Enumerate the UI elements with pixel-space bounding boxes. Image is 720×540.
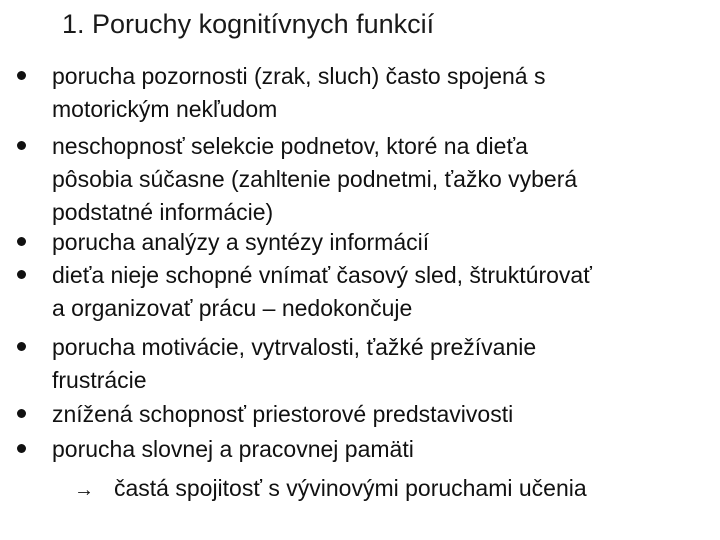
bullet-line: porucha slovnej a pracovnej pamäti (52, 436, 414, 462)
bullet-dot-icon (17, 141, 26, 150)
conclusion-text: častá spojitosť s vývinovými poruchami učenia (114, 475, 587, 501)
bullet-dot-icon (17, 444, 26, 453)
bullet-dot-icon (17, 71, 26, 80)
bullet-line: porucha motivácie, vytrvalosti, ťažké prežívanie (52, 334, 537, 360)
slide-title: 1. Poruchy kognitívnych funkcií (62, 9, 435, 39)
bullet-line: motorickým nekľudom (52, 96, 278, 122)
bullet-dot-icon (17, 237, 26, 246)
bullet-line: frustrácie (52, 367, 147, 393)
bullet-line: pôsobia súčasne (zahltenie podnetmi, ťažko vyberá (52, 166, 578, 192)
bullet-line: porucha analýzy a syntézy informácií (52, 229, 430, 255)
bullet-line: podstatné informácie) (52, 199, 274, 225)
bullet-dot-icon (17, 342, 26, 351)
bullet-dot-icon (17, 409, 26, 418)
bullet-line: neschopnosť selekcie podnetov, ktoré na dieťa (52, 133, 528, 159)
right-arrow-icon: → (74, 479, 94, 501)
bullet-line: dieťa nieje schopné vnímať časový sled, štruktúrovať (52, 262, 592, 288)
bullet-line: a organizovať prácu – nedokončuje (52, 295, 413, 321)
bullet-line: znížená schopnosť priestorové predstavivosti (52, 401, 514, 427)
bullet-dot-icon (17, 270, 26, 279)
conclusion-line (74, 472, 587, 507)
bullet-line: porucha pozornosti (zrak, sluch) často spojená s (52, 63, 546, 89)
